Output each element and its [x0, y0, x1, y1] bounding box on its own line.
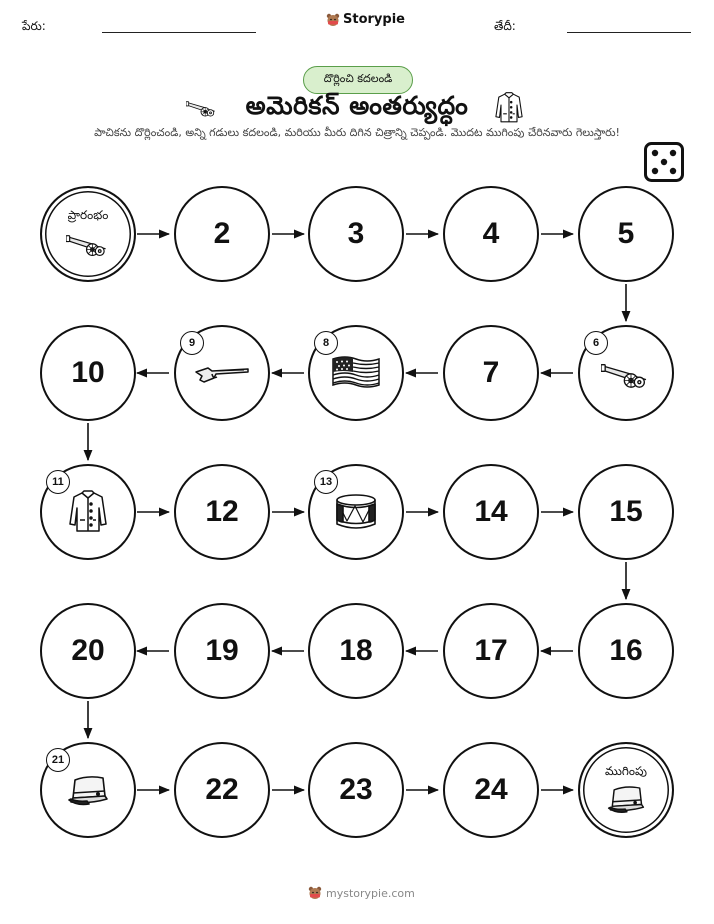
board-space-12[interactable] [174, 464, 270, 560]
space-number: 15 [609, 495, 643, 528]
space-badge: 9 [180, 331, 204, 355]
space-number: 19 [205, 634, 239, 667]
footer [308, 886, 415, 900]
board-space-24[interactable] [443, 742, 539, 838]
space-number: 22 [205, 773, 239, 806]
footer-site[interactable]: mystorypie.com [326, 886, 415, 900]
cannon-icon [66, 229, 110, 257]
cannon-icon [601, 358, 651, 388]
space-number: 5 [617, 217, 635, 250]
start-space[interactable] [40, 186, 136, 282]
board-space-18[interactable] [308, 603, 404, 699]
space-number: 4 [482, 217, 500, 250]
board-space-3[interactable] [308, 186, 404, 282]
board-space-9[interactable] [174, 325, 270, 421]
board-space-23[interactable] [308, 742, 404, 838]
instructions: పాచికను దొర్లించండి, అన్ని గడులు కదలండి, మరియు మీరు దిగిన చిత్రాన్ని చెప్పండి. మొదట ముగింపు చేరినవారు గెలుస్తారు! [94, 126, 620, 139]
space-badge: 21 [46, 748, 70, 772]
board-space-11[interactable] [40, 464, 136, 560]
musket-icon [194, 362, 250, 384]
board-space-2[interactable] [174, 186, 270, 282]
bear-icon [308, 886, 322, 900]
board-space-13[interactable] [308, 464, 404, 560]
finish-space[interactable] [578, 742, 674, 838]
board-space-7[interactable] [443, 325, 539, 421]
space-number: 16 [609, 634, 643, 667]
subtitle-text: దొర్లించి కదలండి [323, 72, 393, 85]
board-space-17[interactable] [443, 603, 539, 699]
space-number: 10 [71, 356, 105, 389]
page-title: అమెరికన్ అంతర్యుద్ధం [245, 91, 469, 120]
board-space-16[interactable] [578, 603, 674, 699]
space-number: 20 [71, 634, 105, 667]
uniform-jacket-icon [68, 490, 108, 534]
drum-icon [333, 492, 379, 532]
space-number: 24 [474, 773, 508, 806]
start-label: ప్రారంభం [67, 208, 109, 222]
board-space-22[interactable] [174, 742, 270, 838]
us-flag-icon [331, 355, 381, 391]
space-number: 23 [339, 773, 373, 806]
space-badge: 6 [584, 331, 608, 355]
finish-label: ముగింపు [605, 764, 647, 778]
date-label: తేదీ: [494, 19, 516, 33]
board-space-5[interactable] [578, 186, 674, 282]
space-number: 3 [347, 217, 365, 250]
kepi-cap-icon [65, 774, 111, 806]
space-number: 17 [474, 634, 508, 667]
space-badge: 13 [314, 470, 338, 494]
board-space-4[interactable] [443, 186, 539, 282]
space-badge: 11 [46, 470, 70, 494]
board-space-15[interactable] [578, 464, 674, 560]
brand-name: Storypie [343, 12, 405, 27]
space-number: 7 [482, 356, 500, 389]
board-space-10[interactable] [40, 325, 136, 421]
board-space-21[interactable] [40, 742, 136, 838]
space-number: 12 [205, 495, 239, 528]
space-badge: 8 [314, 331, 338, 355]
board-space-8[interactable] [308, 325, 404, 421]
board-space-19[interactable] [174, 603, 270, 699]
name-label: పేరు: [22, 19, 46, 33]
board-space-6[interactable] [578, 325, 674, 421]
kepi-cap-icon [605, 784, 647, 814]
space-number: 18 [339, 634, 373, 667]
space-number: 2 [213, 217, 231, 250]
board-space-14[interactable] [443, 464, 539, 560]
space-number: 14 [474, 495, 508, 528]
board-space-20[interactable] [40, 603, 136, 699]
